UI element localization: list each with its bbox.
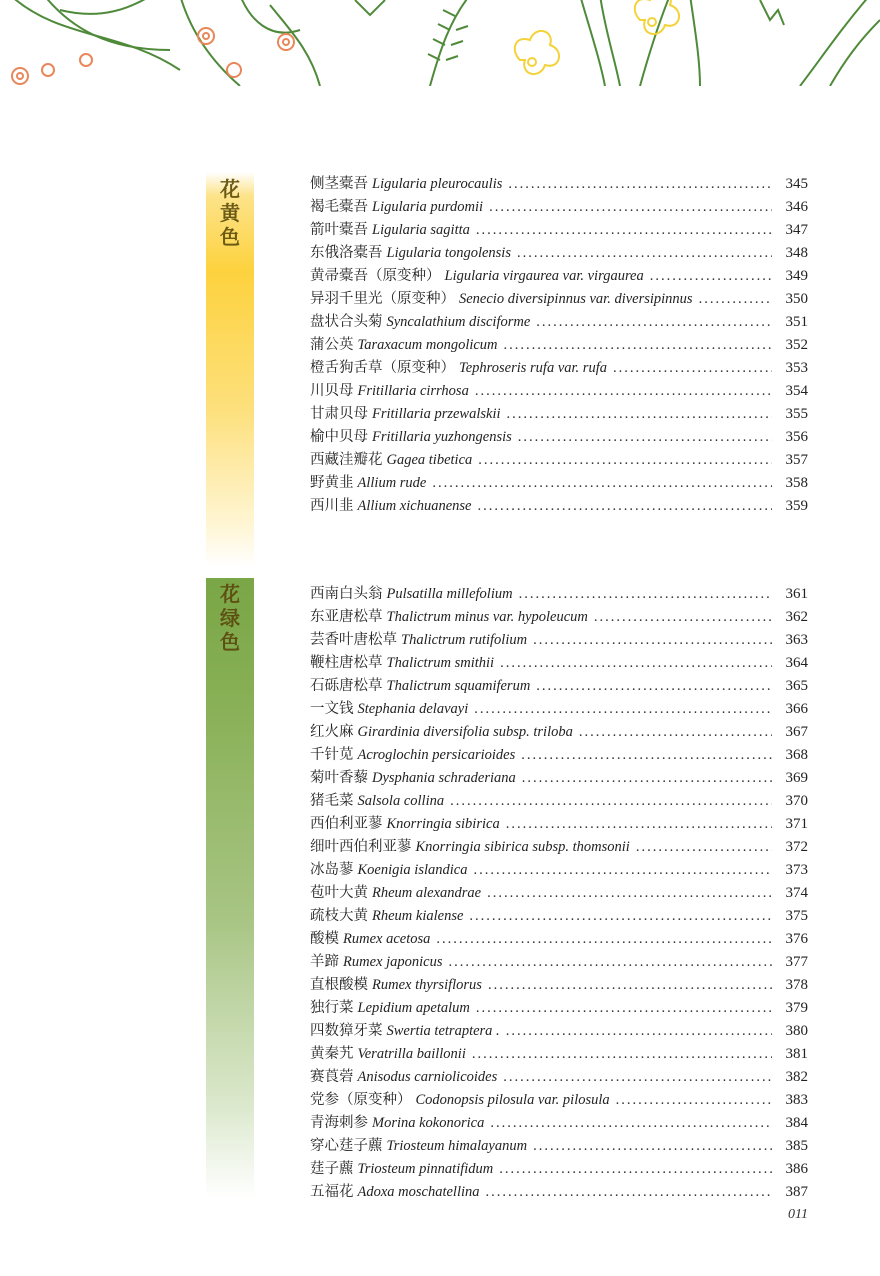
toc-entry[interactable] bbox=[310, 973, 808, 996]
entry-chinese-name: 黄秦艽 bbox=[310, 1046, 354, 1062]
section-label-char: 色 bbox=[220, 630, 240, 654]
toc-entry[interactable] bbox=[310, 218, 808, 241]
dot-leader bbox=[432, 475, 772, 492]
entry-chinese-name: 独行菜 bbox=[310, 1000, 354, 1016]
toc-entry[interactable] bbox=[310, 1065, 808, 1088]
dot-leader bbox=[474, 701, 772, 718]
dot-leader bbox=[469, 908, 772, 925]
dot-leader bbox=[508, 176, 772, 193]
dot-leader bbox=[473, 862, 772, 879]
entry-chinese-name: 甘肃贝母 bbox=[310, 406, 368, 422]
entry-chinese-name: 直根酸模 bbox=[310, 977, 368, 993]
toc-entry[interactable] bbox=[310, 835, 808, 858]
toc-entry[interactable] bbox=[310, 195, 808, 218]
entry-chinese-name: 党参（原变种） bbox=[310, 1092, 412, 1108]
entry-page-number: 366 bbox=[785, 701, 808, 717]
entry-page-number: 379 bbox=[785, 1000, 808, 1016]
entry-scientific-name: Codonopsis pilosula var. pilosula bbox=[415, 1092, 610, 1108]
dot-leader bbox=[487, 885, 772, 902]
entry-chinese-name: 榆中贝母 bbox=[310, 429, 368, 445]
dot-leader bbox=[616, 1092, 772, 1109]
dot-leader bbox=[594, 609, 772, 626]
entry-scientific-name: Ligularia pleurocaulis bbox=[372, 176, 503, 192]
toc-entry[interactable] bbox=[310, 996, 808, 1019]
entry-page-number: 347 bbox=[785, 222, 808, 238]
entry-page-number: 371 bbox=[785, 816, 808, 832]
entry-scientific-name: Syncalathium disciforme bbox=[386, 314, 531, 330]
entry-page-number: 363 bbox=[785, 632, 808, 648]
dot-leader bbox=[522, 770, 772, 787]
toc-entry[interactable] bbox=[310, 697, 808, 720]
section-label-char: 花 bbox=[220, 582, 240, 606]
entry-scientific-name: Rheum kialense bbox=[372, 908, 464, 924]
toc-entry[interactable] bbox=[310, 264, 808, 287]
entry-scientific-name: Thalictrum smithii bbox=[386, 655, 495, 671]
page-number: 011 bbox=[788, 1207, 808, 1222]
entry-chinese-name: 冰岛蓼 bbox=[310, 862, 354, 878]
entry-chinese-name: 西南白头翁 bbox=[310, 586, 383, 602]
entry-scientific-name: Ligularia purdomii bbox=[372, 199, 484, 215]
entry-chinese-name: 西伯利亚蓼 bbox=[310, 816, 383, 832]
dot-leader bbox=[478, 452, 772, 469]
entry-page-number: 349 bbox=[785, 268, 808, 284]
toc-entry[interactable] bbox=[310, 448, 808, 471]
entry-scientific-name: Senecio diversipinnus var. diversipinnus bbox=[459, 291, 693, 307]
entry-page-number: 358 bbox=[785, 475, 808, 491]
entry-chinese-name: 野黄韭 bbox=[310, 475, 354, 491]
entry-chinese-name: 芸香叶唐松草 bbox=[310, 632, 397, 648]
entry-page-number: 352 bbox=[785, 337, 808, 353]
entry-chinese-name: 酸模 bbox=[310, 931, 339, 947]
entry-chinese-name: 青海刺参 bbox=[310, 1115, 368, 1131]
entry-chinese-name: 盘状合头菊 bbox=[310, 314, 383, 330]
entry-chinese-name: 赛莨菪 bbox=[310, 1069, 354, 1085]
dot-leader bbox=[536, 678, 772, 695]
entry-chinese-name: 石砾唐松草 bbox=[310, 678, 383, 694]
entry-scientific-name: Rumex acetosa bbox=[343, 931, 431, 947]
entry-page-number: 368 bbox=[785, 747, 808, 763]
toc-entry[interactable] bbox=[310, 287, 808, 310]
dot-leader bbox=[488, 977, 772, 994]
entry-scientific-name: Salsola collina bbox=[357, 793, 445, 809]
dot-leader bbox=[450, 793, 772, 810]
entry-scientific-name: Ligularia sagitta bbox=[372, 222, 470, 238]
dot-leader bbox=[472, 1046, 772, 1063]
entry-page-number: 378 bbox=[785, 977, 808, 993]
dot-leader bbox=[504, 337, 772, 354]
entry-scientific-name: Gagea tibetica bbox=[386, 452, 473, 468]
entry-scientific-name: Allium rude bbox=[357, 475, 427, 491]
toc-entry[interactable] bbox=[310, 1019, 808, 1042]
section-color-bar-green bbox=[206, 578, 254, 1198]
toc-entry[interactable] bbox=[310, 471, 808, 494]
entry-chinese-name: 细叶西伯利亚蓼 bbox=[310, 839, 412, 855]
entry-chinese-name: 猪毛菜 bbox=[310, 793, 354, 809]
entry-scientific-name: Adoxa moschatellina bbox=[357, 1184, 480, 1200]
dot-leader bbox=[613, 360, 772, 377]
entry-page-number: 382 bbox=[785, 1069, 808, 1085]
dot-leader bbox=[477, 498, 772, 515]
toc-entry[interactable] bbox=[310, 582, 808, 605]
section-label-green bbox=[206, 582, 254, 654]
entry-scientific-name: Triosteum himalayanum bbox=[386, 1138, 528, 1154]
toc-entry[interactable] bbox=[310, 858, 808, 881]
entry-page-number: 387 bbox=[785, 1184, 808, 1200]
entry-chinese-name: 蒲公英 bbox=[310, 337, 354, 353]
dot-leader bbox=[536, 314, 772, 331]
entry-scientific-name: Rumex japonicus bbox=[343, 954, 443, 970]
toc-entry[interactable] bbox=[310, 720, 808, 743]
entry-page-number: 348 bbox=[785, 245, 808, 261]
entry-chinese-name: 箭叶橐吾 bbox=[310, 222, 368, 238]
toc-entry[interactable] bbox=[310, 743, 808, 766]
entry-page-number: 373 bbox=[785, 862, 808, 878]
entry-page-number: 374 bbox=[785, 885, 808, 901]
entry-page-number: 386 bbox=[785, 1161, 808, 1177]
entry-chinese-name: 东亚唐松草 bbox=[310, 609, 383, 625]
entry-chinese-name: 东俄洛橐吾 bbox=[310, 245, 383, 261]
toc-entry[interactable] bbox=[310, 651, 808, 674]
entry-scientific-name: Ligularia tongolensis bbox=[386, 245, 511, 261]
entry-scientific-name: Rheum alexandrae bbox=[372, 885, 482, 901]
entry-chinese-name: 鞭柱唐松草 bbox=[310, 655, 383, 671]
dot-leader bbox=[519, 586, 772, 603]
toc-entry[interactable] bbox=[310, 605, 808, 628]
dot-leader bbox=[486, 1184, 772, 1201]
dot-leader bbox=[506, 816, 772, 833]
entry-page-number: 359 bbox=[785, 498, 808, 514]
toc-entry[interactable] bbox=[310, 766, 808, 789]
dot-leader bbox=[579, 724, 772, 741]
dot-leader bbox=[475, 383, 772, 400]
entry-page-number: 370 bbox=[785, 793, 808, 809]
entry-chinese-name: 苞叶大黄 bbox=[310, 885, 368, 901]
toc-entry[interactable] bbox=[310, 812, 808, 835]
entry-page-number: 385 bbox=[785, 1138, 808, 1154]
entry-page-number: 383 bbox=[785, 1092, 808, 1108]
dot-leader bbox=[476, 222, 772, 239]
toc-entry[interactable] bbox=[310, 950, 808, 973]
entry-page-number: 354 bbox=[785, 383, 808, 399]
dot-leader bbox=[518, 429, 772, 446]
toc-entry[interactable] bbox=[310, 789, 808, 812]
toc-entry[interactable] bbox=[310, 628, 808, 651]
entry-scientific-name: Knorringia sibirica bbox=[386, 816, 500, 832]
entry-scientific-name: Rumex thyrsiflorus bbox=[372, 977, 482, 993]
toc-entry[interactable] bbox=[310, 927, 808, 950]
botanical-illustration-icon bbox=[0, 0, 880, 86]
toc-list-green bbox=[310, 582, 808, 1203]
entry-scientific-name: Fritillaria cirrhosa bbox=[357, 383, 469, 399]
dot-leader bbox=[503, 1069, 772, 1086]
toc-entry[interactable] bbox=[310, 241, 808, 264]
entry-scientific-name: Stephania delavayi bbox=[357, 701, 469, 717]
toc-entry[interactable] bbox=[310, 1111, 808, 1134]
dot-leader bbox=[490, 1115, 772, 1132]
entry-chinese-name: 褐毛橐吾 bbox=[310, 199, 368, 215]
entry-scientific-name: Thalictrum squamiferum bbox=[386, 678, 531, 694]
entry-page-number: 380 bbox=[785, 1023, 808, 1039]
entry-scientific-name: Allium xichuanense bbox=[357, 498, 472, 514]
entry-page-number: 353 bbox=[785, 360, 808, 376]
entry-page-number: 365 bbox=[785, 678, 808, 694]
section-label-char: 色 bbox=[220, 225, 240, 249]
entry-page-number: 355 bbox=[785, 406, 808, 422]
dot-leader bbox=[489, 199, 772, 216]
section-label-char: 黄 bbox=[220, 201, 240, 225]
dot-leader bbox=[521, 747, 772, 764]
toc-entry[interactable] bbox=[310, 310, 808, 333]
entry-chinese-name: 异羽千里光（原变种） bbox=[310, 291, 455, 307]
toc-entry[interactable] bbox=[310, 1157, 808, 1180]
toc-entry[interactable] bbox=[310, 356, 808, 379]
toc-entry[interactable] bbox=[310, 494, 808, 517]
entry-chinese-name: 川贝母 bbox=[310, 383, 354, 399]
toc-entry[interactable] bbox=[310, 881, 808, 904]
entry-scientific-name: Thalictrum minus var. hypoleucum bbox=[386, 609, 588, 625]
entry-scientific-name: Ligularia virgaurea var. virgaurea bbox=[444, 268, 644, 284]
dot-leader bbox=[533, 632, 772, 649]
entry-page-number: 361 bbox=[785, 586, 808, 602]
toc-list-yellow bbox=[310, 172, 808, 517]
entry-scientific-name: Fritillaria yuzhongensis bbox=[372, 429, 512, 445]
entry-chinese-name: 莛子藨 bbox=[310, 1161, 354, 1177]
dot-leader bbox=[476, 1000, 772, 1017]
toc-entry[interactable] bbox=[310, 1134, 808, 1157]
dot-leader bbox=[699, 291, 772, 308]
entry-chinese-name: 橙舌狗舌草（原变种） bbox=[310, 360, 455, 376]
entry-scientific-name: Knorringia sibirica subsp. thomsonii bbox=[415, 839, 630, 855]
entry-chinese-name: 红火麻 bbox=[310, 724, 354, 740]
entry-page-number: 357 bbox=[785, 452, 808, 468]
toc-entry[interactable] bbox=[310, 425, 808, 448]
toc-entry[interactable] bbox=[310, 333, 808, 356]
toc-entry[interactable] bbox=[310, 904, 808, 927]
dot-leader bbox=[506, 1023, 772, 1040]
entry-scientific-name: Tephroseris rufa var. rufa bbox=[459, 360, 607, 376]
toc-entry[interactable] bbox=[310, 1088, 808, 1111]
entry-chinese-name: 侧茎橐吾 bbox=[310, 176, 368, 192]
entry-chinese-name: 西川韭 bbox=[310, 498, 354, 514]
dot-leader bbox=[448, 954, 772, 971]
entry-scientific-name: Dysphania schraderiana bbox=[372, 770, 516, 786]
dot-leader bbox=[533, 1138, 772, 1155]
section-label-char: 绿 bbox=[220, 606, 240, 630]
entry-page-number: 350 bbox=[785, 291, 808, 307]
dot-leader bbox=[499, 1161, 772, 1178]
toc-entry[interactable] bbox=[310, 674, 808, 697]
entry-chinese-name: 穿心莛子藨 bbox=[310, 1138, 383, 1154]
entry-scientific-name: Swertia tetraptera . bbox=[386, 1023, 500, 1039]
entry-chinese-name: 疏枝大黄 bbox=[310, 908, 368, 924]
entry-page-number: 372 bbox=[785, 839, 808, 855]
entry-scientific-name: Lepidium apetalum bbox=[357, 1000, 470, 1016]
entry-scientific-name: Triosteum pinnatifidum bbox=[357, 1161, 494, 1177]
entry-page-number: 369 bbox=[785, 770, 808, 786]
entry-chinese-name: 菊叶香藜 bbox=[310, 770, 368, 786]
entry-page-number: 364 bbox=[785, 655, 808, 671]
toc-entry[interactable] bbox=[310, 379, 808, 402]
entry-page-number: 345 bbox=[785, 176, 808, 192]
entry-scientific-name: Girardinia diversifolia subsp. triloba bbox=[357, 724, 573, 740]
botanical-banner bbox=[0, 0, 880, 86]
entry-page-number: 362 bbox=[785, 609, 808, 625]
dot-leader bbox=[650, 268, 772, 285]
entry-scientific-name: Koenigia islandica bbox=[357, 862, 468, 878]
entry-scientific-name: Taraxacum mongolicum bbox=[357, 337, 498, 353]
toc-entry[interactable] bbox=[310, 1180, 808, 1203]
entry-page-number: 367 bbox=[785, 724, 808, 740]
toc-entry[interactable] bbox=[310, 172, 808, 195]
entry-page-number: 377 bbox=[785, 954, 808, 970]
entry-scientific-name: Pulsatilla millefolium bbox=[386, 586, 513, 602]
toc-entry[interactable] bbox=[310, 1042, 808, 1065]
entry-page-number: 351 bbox=[785, 314, 808, 330]
section-label-char: 花 bbox=[220, 177, 240, 201]
entry-scientific-name: Thalictrum rutifolium bbox=[401, 632, 528, 648]
entry-page-number: 376 bbox=[785, 931, 808, 947]
entry-chinese-name: 黄帚橐吾（原变种） bbox=[310, 268, 441, 284]
entry-scientific-name: Morina kokonorica bbox=[372, 1115, 485, 1131]
toc-entry[interactable] bbox=[310, 402, 808, 425]
entry-page-number: 384 bbox=[785, 1115, 808, 1131]
entry-scientific-name: Anisodus carniolicoides bbox=[357, 1069, 498, 1085]
dot-leader bbox=[636, 839, 772, 856]
entry-page-number: 375 bbox=[785, 908, 808, 924]
entry-chinese-name: 千针苋 bbox=[310, 747, 354, 763]
entry-scientific-name: Fritillaria przewalskii bbox=[372, 406, 501, 422]
section-label-yellow bbox=[206, 177, 254, 249]
dot-leader bbox=[436, 931, 772, 948]
entry-page-number: 356 bbox=[785, 429, 808, 445]
entry-page-number: 381 bbox=[785, 1046, 808, 1062]
entry-chinese-name: 一文钱 bbox=[310, 701, 354, 717]
dot-leader bbox=[517, 245, 772, 262]
entry-chinese-name: 四数獐牙菜 bbox=[310, 1023, 383, 1039]
entry-scientific-name: Acroglochin persicarioides bbox=[357, 747, 516, 763]
entry-chinese-name: 西藏洼瓣花 bbox=[310, 452, 383, 468]
dot-leader bbox=[507, 406, 773, 423]
entry-page-number: 346 bbox=[785, 199, 808, 215]
entry-chinese-name: 羊蹄 bbox=[310, 954, 339, 970]
dot-leader bbox=[500, 655, 772, 672]
entry-scientific-name: Veratrilla baillonii bbox=[357, 1046, 466, 1062]
entry-chinese-name: 五福花 bbox=[310, 1184, 354, 1200]
